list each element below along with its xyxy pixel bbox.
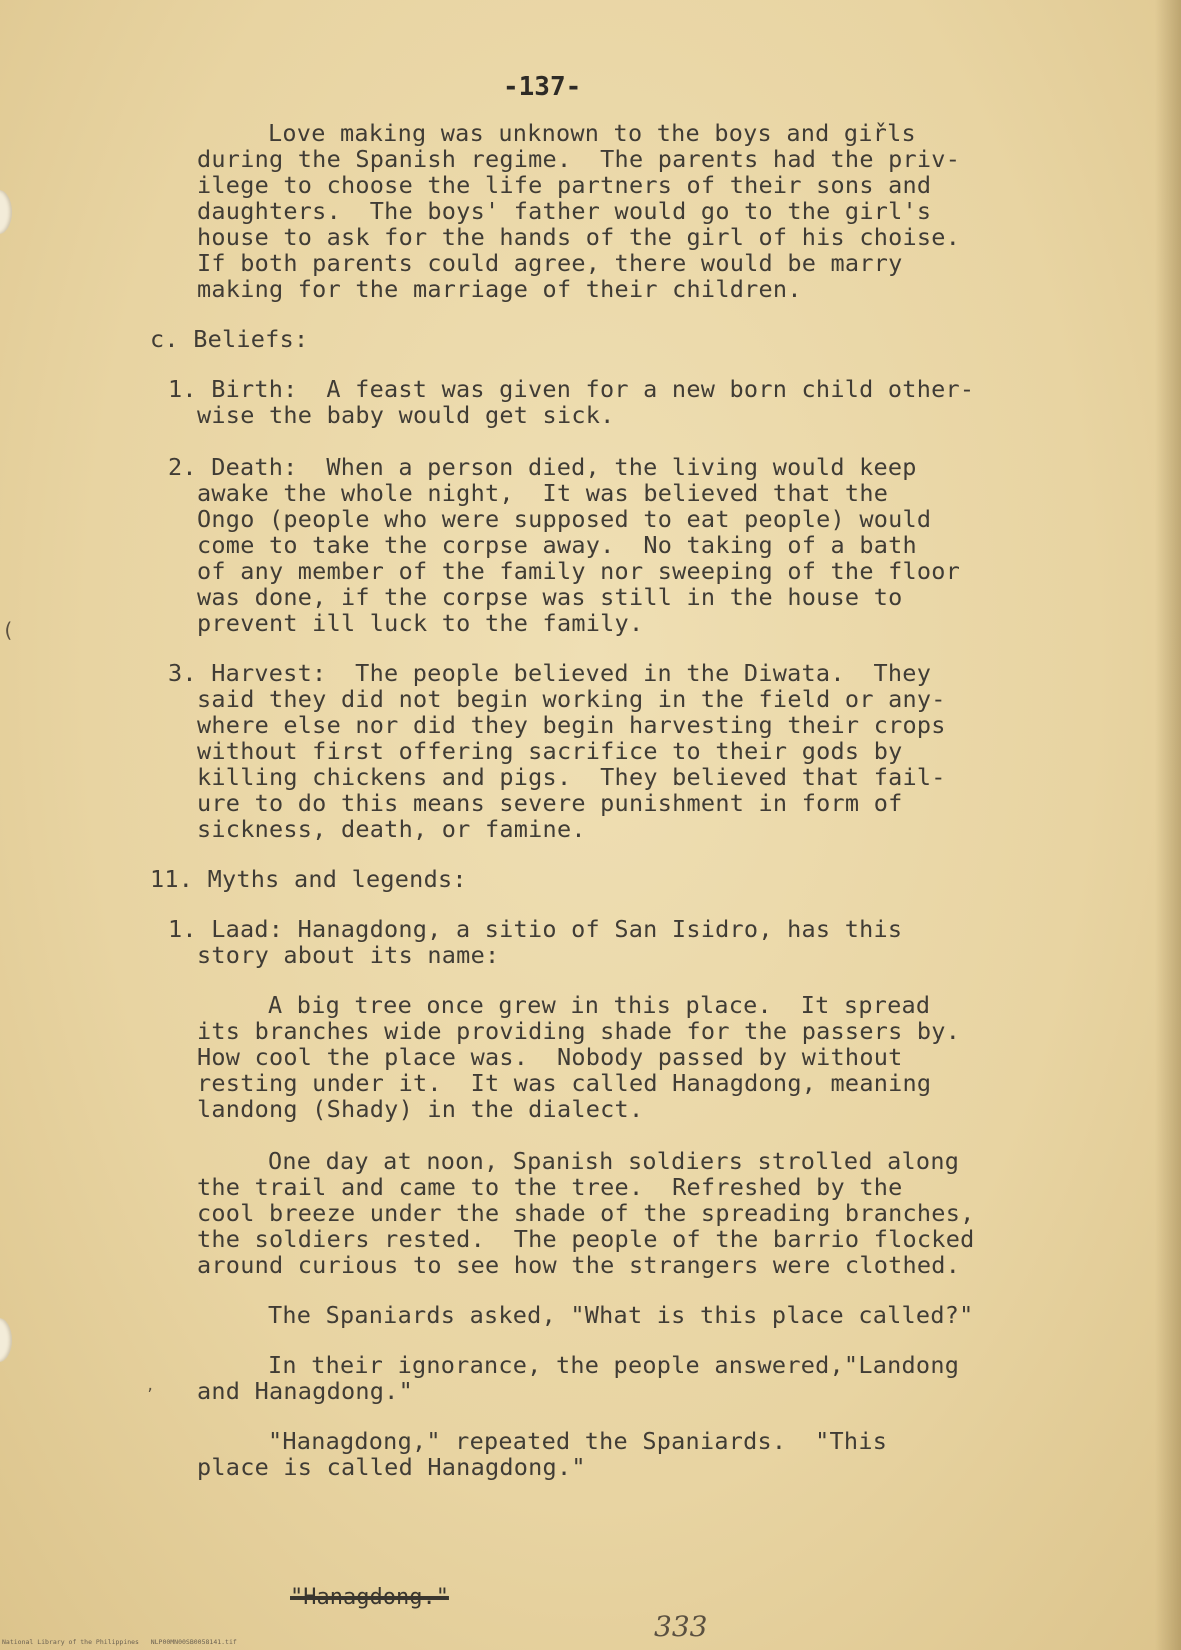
text-line-s2-l5: around curious to see how the strangers were clothed. [197, 1251, 961, 1279]
text-line-b2-l4: come to take the corpse away. No taking of a bath [197, 531, 917, 559]
text-line-s2-l1: One day at noon, Spanish soldiers strolled along [268, 1147, 960, 1175]
text-line-b2-l1: 2. Death: When a person died, the living would keep [168, 453, 917, 481]
scan-footer: National Library of the Philippines NLP00MN00SB0058141.tif [2, 1638, 237, 1646]
text-line-s2-l2: the trail and came to the tree. Refreshed by the [197, 1173, 903, 1201]
text-line-h-beliefs: c. Beliefs: [150, 325, 309, 353]
text-line-b3-l2: said they did not begin working in the field or any- [197, 685, 946, 713]
text-line-b1-l1: 1. Birth: A feast was given for a new born child other- [168, 375, 975, 403]
page-number: -137- [503, 72, 582, 102]
text-line-s1-l2: its branches wide providing shade for the passers by. [197, 1017, 961, 1045]
text-line-s1-l5: landong (Shady) in the dialect. [197, 1095, 644, 1123]
text-line-s1-l4: resting under it. It was called Hanagdong, meaning [197, 1069, 932, 1097]
text-line-b2-l2: awake the whole night, It was believed that the [197, 479, 889, 507]
text-line-s1-l1: A big tree once grew in this place. It spread [268, 991, 931, 1019]
text-line-b3-l7: sickness, death, or famine. [197, 815, 586, 843]
text-line-b3-l6: ure to do this means severe punishment in form of [197, 789, 903, 817]
text-line-p1-l1: Love making was unknown to the boys and giřls [268, 119, 916, 147]
page-edge-shadow [1155, 0, 1181, 1650]
text-line-b2-l6: was done, if the corpse was still in the house to [197, 583, 903, 611]
text-line-p1-l2: during the Spanish regime. The parents had the priv- [197, 145, 961, 173]
text-line-b3-l4: without first offering sacrifice to their gods by [197, 737, 903, 765]
punch-hole [0, 1318, 12, 1362]
text-line-b2-l7: prevent ill luck to the family. [197, 609, 644, 637]
text-line-s3-l1: The Spaniards asked, "What is this place called?" [268, 1301, 974, 1329]
text-line-s2-l4: the soldiers rested. The people of the barrio flocked [197, 1225, 975, 1253]
text-line-h-myths: 11. Myths and legends: [150, 865, 467, 893]
text-line-m1-l1: 1. Laad: Hanagdong, a sitio of San Isidro, has this [168, 915, 903, 943]
text-line-p1-l6: If both parents could agree, there would be marry [197, 249, 903, 277]
text-line-b2-l5: of any member of the family nor sweeping of the floor [197, 557, 961, 585]
text-line-p1-l7: making for the marriage of their children. [197, 275, 802, 303]
text-line-s5-l1: "Hanagdong," repeated the Spaniards. "This [268, 1427, 888, 1455]
text-line-p1-l4: daughters. The boys' father would go to the girl's [197, 197, 932, 225]
text-line-s4-l1: In their ignorance, the people answered,"Landong [268, 1351, 960, 1379]
text-line-m1-l2: story about its name: [197, 941, 500, 969]
text-line-b2-l3: Ongo (people who were supposed to eat people) would [197, 505, 932, 533]
text-line-b1-l2: wise the baby would get sick. [197, 401, 615, 429]
punch-hole [0, 190, 12, 234]
text-line-p1-l3: ilege to choose the life partners of their sons and [197, 171, 932, 199]
struck-out-text: "Hanagdong." [290, 1585, 449, 1610]
text-line-s4-l2: and Hanagdong." [197, 1377, 413, 1405]
text-line-s1-l3: How cool the place was. Nobody passed by without [197, 1043, 903, 1071]
text-line-p1-l5: house to ask for the hands of the girl of his choise. [197, 223, 961, 251]
text-line-b3-l1: 3. Harvest: The people believed in the Diwata. They [168, 659, 932, 687]
margin-mark: ( [2, 618, 15, 642]
text-line-s5-l2: place is called Hanagdong." [197, 1453, 586, 1481]
margin-mark: , [146, 1378, 155, 1394]
text-line-s2-l3: cool breeze under the shade of the spreading branches, [197, 1199, 975, 1227]
folio-number: 333 [654, 1610, 708, 1643]
text-line-b3-l5: killing chickens and pigs. They believed that fail- [197, 763, 946, 791]
text-line-b3-l3: where else nor did they begin harvesting their crops [197, 711, 946, 739]
